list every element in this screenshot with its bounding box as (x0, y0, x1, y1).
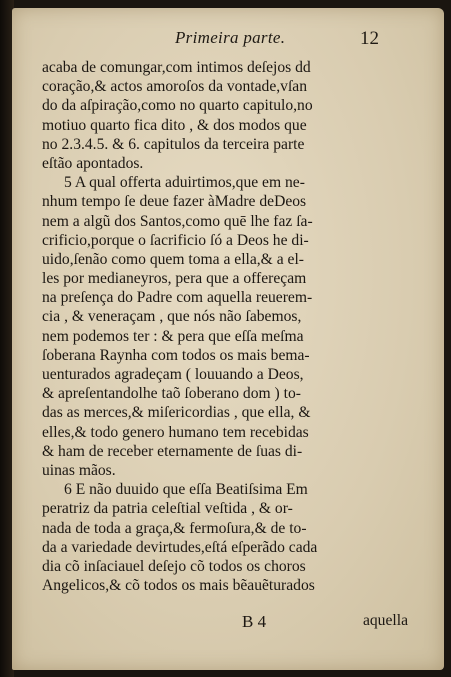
paragraph-start-5: 5 A qual offerta aduirtimos,que em ne- (64, 174, 305, 192)
text-line: & ham de receber eternamente de ſuas di- (42, 442, 303, 460)
page-footer (42, 612, 408, 634)
text-line: no 2.3.4.5. & 6. capitulos da terceira parte (42, 135, 305, 153)
text-line: les por medianeyros, pera que a offereçam (42, 270, 307, 288)
text-line: elles,& todo genero humano tem recebidas (42, 423, 309, 441)
text-line: nhum tempo ſe deue fazer àMadre deDeos (42, 193, 307, 211)
text-line: peratriz da patria celeſtial veſtida , & or- (42, 500, 293, 518)
catchword: aquella (362, 612, 408, 629)
text-line: Angelicos,& cõ todos os mais bẽauẽturados (42, 577, 315, 595)
text-line: uido,ſenão como quem toma a ella,& a el- (42, 250, 304, 268)
text-line: nem podemos ter : & pera que eſſa meſma (42, 327, 304, 345)
running-head: Primeira parte. (175, 28, 286, 47)
text-line: das as merces,& miſericordias , que ella, & (42, 404, 311, 422)
text-line: do da aſpiração,como no quarto capitulo,no (42, 97, 313, 115)
text-line: nada de toda a graça,& fermoſura,& de to- (42, 519, 307, 537)
text-line: da a variedade devirtudes,eſtá eſperãdo cada (42, 538, 318, 556)
paragraph-start-6: 6 E não duuido que eſſa Beatiſsima Em (64, 481, 308, 499)
text-line: & apreſentandolhe taõ ſoberano dom ) to- (42, 385, 301, 403)
text-line: na preſença do Padre com aquella reuerem- (42, 289, 313, 307)
signature-mark: B 4 (242, 612, 267, 631)
text-line: cia , & veneraçam , que nós não ſabemos, (42, 308, 302, 326)
text-line: uenturados agradeçam ( louuando a Deos, (42, 366, 304, 383)
text-line: ſoberana Raynha com todos os mais bema- (42, 346, 310, 364)
text-line: uinas mãos. (42, 461, 116, 479)
text-line: crificio,porque o ſacrificio ſó a Deos he di- (42, 231, 309, 249)
text-line: eſtão apontados. (42, 154, 144, 172)
body-text (42, 58, 412, 595)
text-line: dia cõ inſaciauel deſejo cõ todos os choros (42, 557, 306, 575)
text-line: acaba de comungar,com intimos deſejos dd (42, 59, 311, 76)
text-line: motiuo quarto fica dito , & dos modos que (42, 116, 307, 134)
text-line: nem a algũ dos Santos,como quē lhe faz ſa- (42, 212, 313, 230)
page-number: 12 (360, 28, 379, 49)
text-line: coração,& actos amoroſos da vontade,vſan (42, 78, 307, 96)
